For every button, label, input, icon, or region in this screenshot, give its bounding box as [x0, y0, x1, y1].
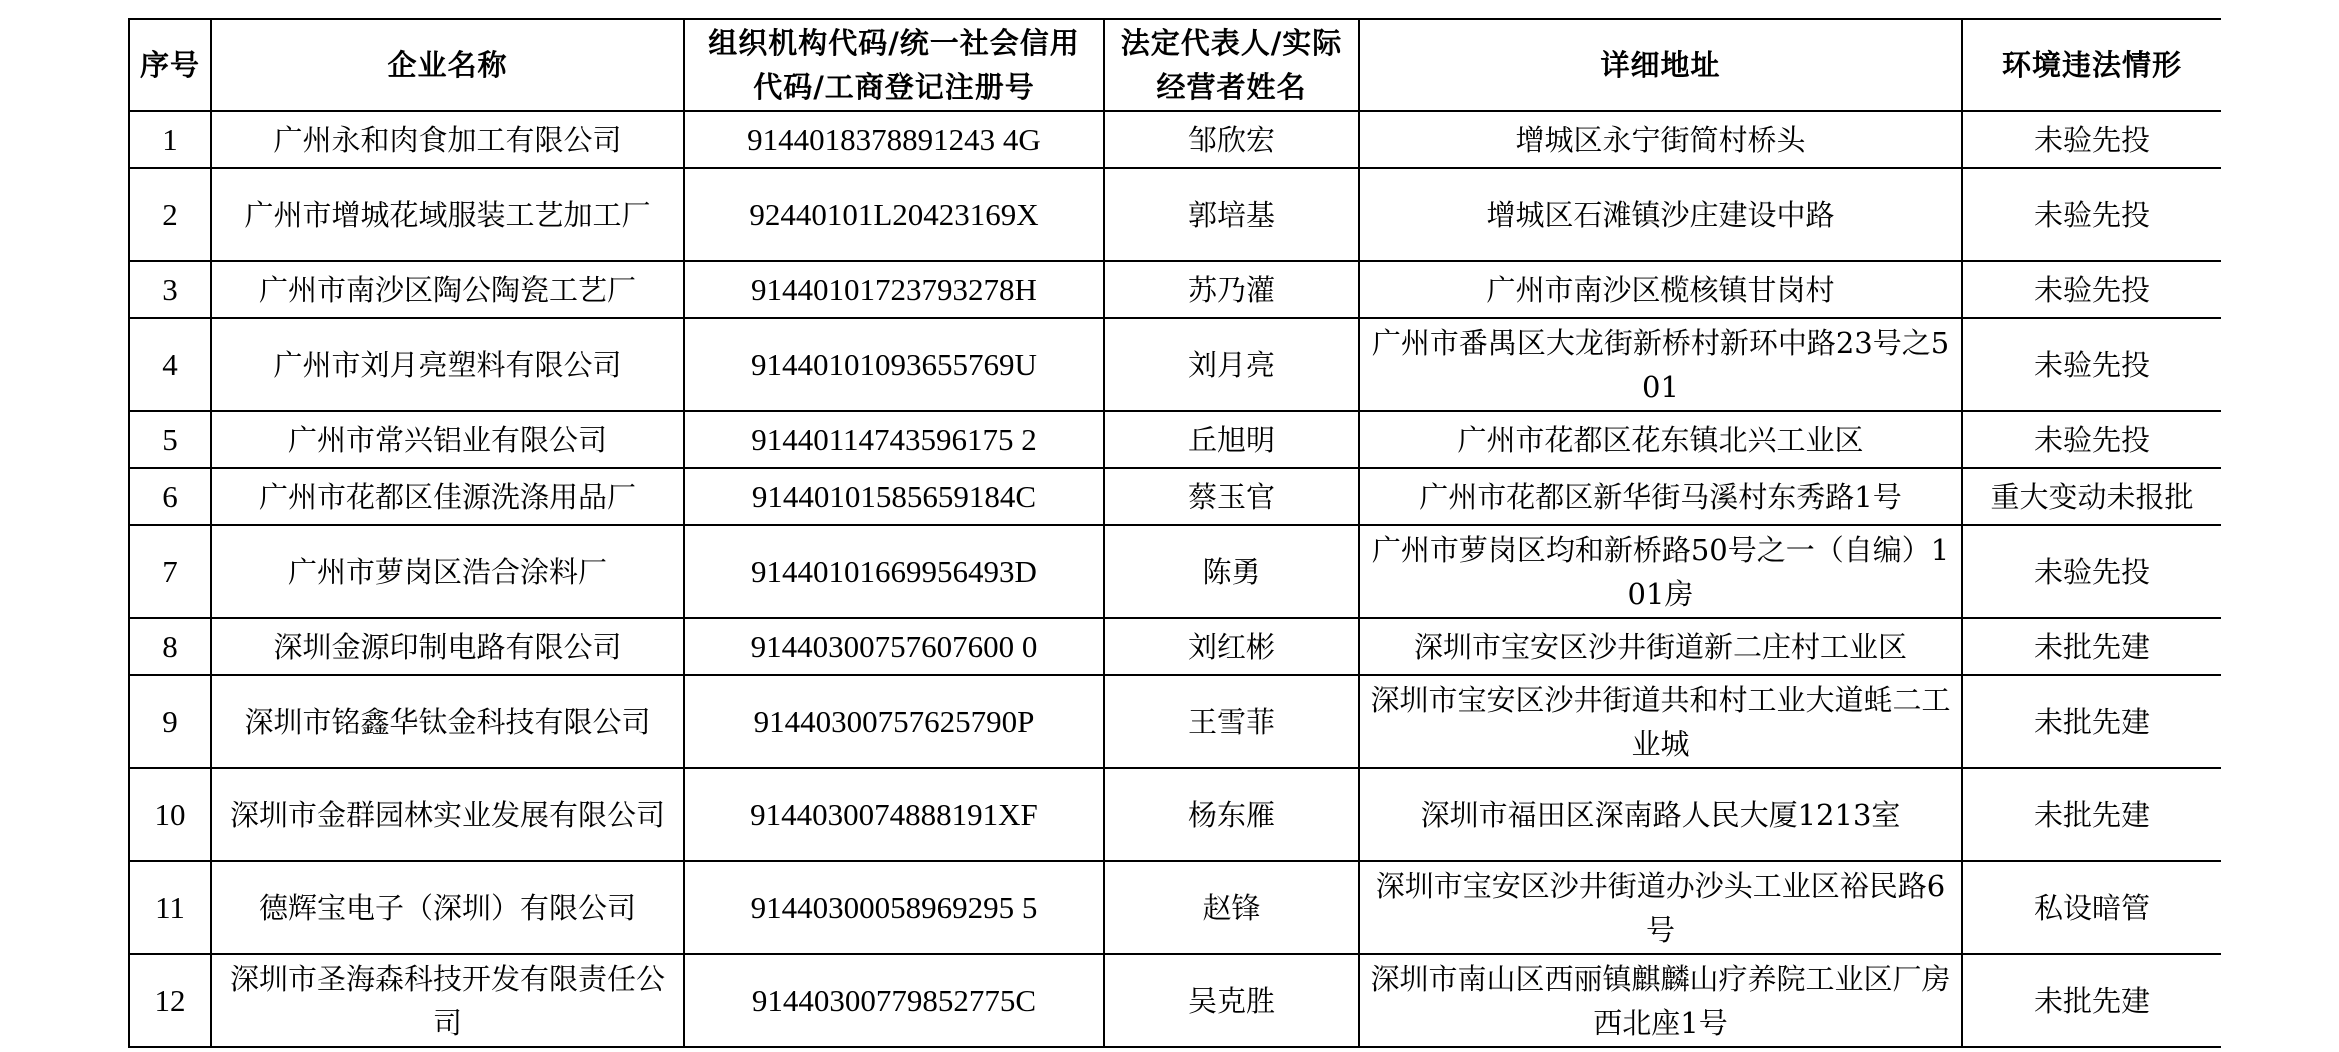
header-serial-number: 序号 — [129, 19, 211, 111]
cell-serial-number: 8 — [129, 618, 211, 675]
cell-violation-type: 重大变动未报批 — [1962, 468, 2221, 525]
cell-enterprise-name: 广州市南沙区陶公陶瓷工艺厂 — [211, 261, 684, 318]
cell-enterprise-name: 深圳金源印制电路有限公司 — [211, 618, 684, 675]
cell-serial-number: 9 — [129, 675, 211, 768]
cell-legal-representative: 刘月亮 — [1104, 318, 1359, 411]
cell-violation-type: 未验先投 — [1962, 111, 2221, 168]
cell-serial-number: 11 — [129, 861, 211, 954]
cell-violation-type: 未批先建 — [1962, 675, 2221, 768]
cell-legal-representative: 王雪菲 — [1104, 675, 1359, 768]
cell-address: 广州市萝岗区均和新桥路50号之一（自编）101房 — [1359, 525, 1962, 618]
cell-violation-type: 未验先投 — [1962, 168, 2221, 261]
cell-serial-number: 12 — [129, 954, 211, 1047]
cell-registration-code: 91440101093655769U — [684, 318, 1104, 411]
cell-enterprise-name: 深圳市圣海森科技开发有限责任公司 — [211, 954, 684, 1047]
cell-serial-number: 2 — [129, 168, 211, 261]
cell-violation-type: 未验先投 — [1962, 261, 2221, 318]
cell-violation-type: 私设暗管 — [1962, 861, 2221, 954]
cell-legal-representative: 郭培基 — [1104, 168, 1359, 261]
cell-serial-number: 1 — [129, 111, 211, 168]
table-row — [129, 954, 2221, 1047]
cell-violation-type: 未验先投 — [1962, 525, 2221, 618]
table-row — [129, 111, 2221, 168]
cell-enterprise-name: 广州市花都区佳源洗涤用品厂 — [211, 468, 684, 525]
cell-enterprise-name: 广州市常兴铝业有限公司 — [211, 411, 684, 468]
cell-address: 深圳市宝安区沙井街道共和村工业大道蚝二工业城 — [1359, 675, 1962, 768]
cell-enterprise-name: 广州市刘月亮塑料有限公司 — [211, 318, 684, 411]
header-address: 详细地址 — [1359, 19, 1962, 111]
cell-registration-code: 91440101723793278H — [684, 261, 1104, 318]
table-row — [129, 411, 2221, 468]
table-row — [129, 168, 2221, 261]
header-enterprise-name: 企业名称 — [211, 19, 684, 111]
table-row — [129, 318, 2221, 411]
cell-violation-type: 未批先建 — [1962, 618, 2221, 675]
cell-serial-number: 6 — [129, 468, 211, 525]
cell-address: 增城区永宁街简村桥头 — [1359, 111, 1962, 168]
cell-serial-number: 7 — [129, 525, 211, 618]
cell-legal-representative: 苏乃灌 — [1104, 261, 1359, 318]
cell-serial-number: 4 — [129, 318, 211, 411]
cell-address: 深圳市南山区西丽镇麒麟山疗养院工业区厂房西北座1号 — [1359, 954, 1962, 1047]
cell-legal-representative: 吴克胜 — [1104, 954, 1359, 1047]
cell-violation-type: 未批先建 — [1962, 954, 2221, 1047]
cell-registration-code: 9144030074888191XF — [684, 768, 1104, 861]
cell-legal-representative: 丘旭明 — [1104, 411, 1359, 468]
cell-legal-representative: 杨东雁 — [1104, 768, 1359, 861]
cell-legal-representative: 陈勇 — [1104, 525, 1359, 618]
table-row — [129, 468, 2221, 525]
cell-registration-code: 91440300757607600 0 — [684, 618, 1104, 675]
cell-enterprise-name: 德辉宝电子（深圳）有限公司 — [211, 861, 684, 954]
cell-registration-code: 91440114743596175 2 — [684, 411, 1104, 468]
cell-address: 深圳市宝安区沙井街道办沙头工业区裕民路6号 — [1359, 861, 1962, 954]
enterprise-violation-table — [128, 18, 2221, 1048]
cell-legal-representative: 蔡玉官 — [1104, 468, 1359, 525]
table-row — [129, 861, 2221, 954]
cell-legal-representative: 邹欣宏 — [1104, 111, 1359, 168]
cell-registration-code: 92440101L20423169X — [684, 168, 1104, 261]
cell-address: 广州市花都区花东镇北兴工业区 — [1359, 411, 1962, 468]
cell-enterprise-name: 深圳市铭鑫华钛金科技有限公司 — [211, 675, 684, 768]
cell-registration-code: 91440101585659184C — [684, 468, 1104, 525]
cell-registration-code: 91440300058969295 5 — [684, 861, 1104, 954]
cell-legal-representative: 刘红彬 — [1104, 618, 1359, 675]
cell-serial-number: 10 — [129, 768, 211, 861]
table-row — [129, 675, 2221, 768]
cell-violation-type: 未验先投 — [1962, 318, 2221, 411]
cell-violation-type: 未批先建 — [1962, 768, 2221, 861]
cell-address: 增城区石滩镇沙庄建设中路 — [1359, 168, 1962, 261]
cell-enterprise-name: 广州永和肉食加工有限公司 — [211, 111, 684, 168]
document-page — [128, 18, 2221, 1052]
cell-address: 广州市花都区新华街马溪村东秀路1号 — [1359, 468, 1962, 525]
cell-enterprise-name: 深圳市金群园林实业发展有限公司 — [211, 768, 684, 861]
table-row — [129, 768, 2221, 861]
table-header-row — [129, 19, 2221, 111]
cell-enterprise-name: 广州市增城花域服装工艺加工厂 — [211, 168, 684, 261]
cell-legal-representative: 赵锋 — [1104, 861, 1359, 954]
cell-registration-code: 9144018378891243 4G — [684, 111, 1104, 168]
table-row — [129, 525, 2221, 618]
cell-violation-type: 未验先投 — [1962, 411, 2221, 468]
cell-address: 广州市南沙区榄核镇甘岗村 — [1359, 261, 1962, 318]
table-row — [129, 618, 2221, 675]
header-legal-representative: 法定代表人/实际经营者姓名 — [1104, 19, 1359, 111]
cell-serial-number: 5 — [129, 411, 211, 468]
header-violation-type: 环境违法情形 — [1962, 19, 2221, 111]
cell-address: 深圳市宝安区沙井街道新二庄村工业区 — [1359, 618, 1962, 675]
cell-registration-code: 91440300779852775C — [684, 954, 1104, 1047]
cell-address: 深圳市福田区深南路人民大厦1213室 — [1359, 768, 1962, 861]
cell-registration-code: 91440300757625790P — [684, 675, 1104, 768]
cell-serial-number: 3 — [129, 261, 211, 318]
header-registration-code: 组织机构代码/统一社会信用代码/工商登记注册号 — [684, 19, 1104, 111]
cell-enterprise-name: 广州市萝岗区浩合涂料厂 — [211, 525, 684, 618]
cell-registration-code: 91440101669956493D — [684, 525, 1104, 618]
table-row — [129, 261, 2221, 318]
cell-address: 广州市番禺区大龙街新桥村新环中路23号之501 — [1359, 318, 1962, 411]
